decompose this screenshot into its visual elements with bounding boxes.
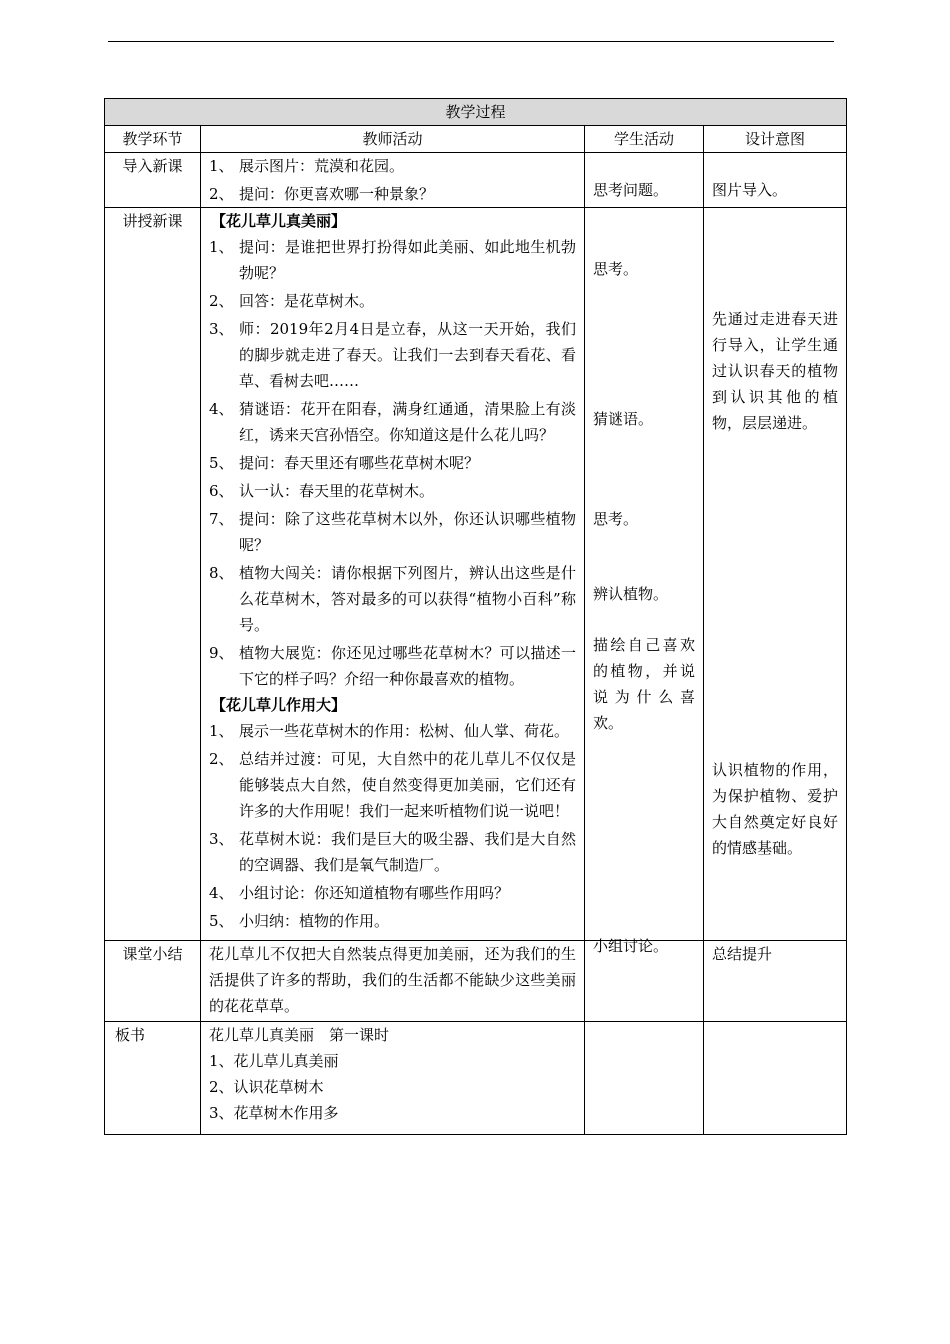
row-summary [105, 941, 847, 1022]
item-text: 花草树木说：我们是巨大的吸尘器、我们是大自然的空调器、我们是氧气制造厂。 [239, 830, 576, 874]
item-text: 提问：是谁把世界打扮得如此美丽、如此地生机勃勃呢？ [239, 238, 576, 282]
item-number: 2、 [209, 292, 234, 310]
item-text: 认一认：春天里的花草树木。 [239, 482, 435, 500]
item-number: 4、 [209, 884, 234, 902]
board-line: 3、花草树木作用多 [209, 1104, 339, 1122]
row-intro [105, 153, 847, 208]
student-teach [585, 208, 704, 955]
student-note: 猜谜语。 [593, 410, 654, 428]
design-teach [704, 208, 847, 941]
list-item [209, 746, 576, 824]
list-item [209, 153, 576, 179]
design-note: 认识植物的作用，为保护植物、爱护大自然奠定好良好的情感基础。 [712, 761, 839, 857]
student-text: 思考问题。 [593, 181, 669, 199]
caption-row [105, 99, 847, 126]
stage-teach: 讲授新课 [105, 208, 201, 941]
list-item [209, 560, 576, 638]
student-intro [585, 153, 704, 208]
list-item [209, 908, 576, 934]
stage-board: 板书 [105, 1022, 201, 1135]
item-number: 3、 [209, 320, 234, 338]
item-number: 7、 [209, 510, 234, 528]
header-rule [108, 41, 834, 42]
item-text: 提问：除了这些花草树木以外，你还认识哪些植物呢？ [239, 510, 576, 554]
board-line: 2、认识花草树木 [209, 1078, 324, 1096]
item-number: 6、 [209, 482, 234, 500]
header-design: 设计意图 [704, 126, 847, 153]
list-item [209, 181, 576, 207]
item-number: 8、 [209, 564, 234, 582]
list-item [209, 234, 576, 286]
item-text: 小归纳：植物的作用。 [239, 912, 390, 930]
item-number: 5、 [209, 454, 234, 472]
design-summary: 总结提升 [704, 941, 847, 1022]
item-number: 9、 [209, 644, 234, 662]
item-text: 植物大展览：你还见过哪些花草树木？可以描述一下它的样子吗？介绍一种你最喜欢的植物。 [239, 644, 576, 688]
list-item [209, 316, 576, 394]
header-row [105, 126, 847, 153]
student-note: 辨认植物。 [593, 585, 669, 603]
header-student: 学生活动 [585, 126, 704, 153]
stage-intro: 导入新课 [105, 153, 201, 208]
item-number: 5、 [209, 912, 234, 930]
stage-summary: 课堂小结 [105, 941, 201, 1022]
item-text: 植物大闯关：请你根据下列图片，辨认出这些是什么花草树木，答对最多的可以获得“植物小百科”称号。 [239, 564, 576, 634]
student-note: 描绘自己喜欢的植物，并说说为什么喜欢。 [593, 636, 695, 732]
design-note: 先通过走进春天进行导入，让学生通过认识春天的植物到认识其他的植物，层层递进。 [712, 310, 839, 432]
item-text: 回答：是花草树木。 [239, 292, 375, 310]
design-intro [704, 153, 847, 208]
item-text: 提问：春天里还有哪些花草树木呢？ [239, 454, 480, 472]
list-item [209, 288, 576, 314]
student-note: 小组讨论。 [593, 937, 669, 955]
item-number: 1、 [209, 722, 234, 740]
board-line: 1、花儿草儿真美丽 [209, 1052, 339, 1070]
item-number: 4、 [209, 400, 234, 418]
list-item [209, 506, 576, 558]
header-teacher: 教师活动 [201, 126, 585, 153]
list-item [209, 718, 576, 744]
design-board [704, 1022, 847, 1135]
table-caption: 教学过程 [105, 99, 847, 126]
item-text: 展示图片：荒漠和花园。 [239, 157, 405, 175]
item-number: 2、 [209, 750, 234, 768]
student-board [585, 1022, 704, 1135]
list-item [209, 826, 576, 878]
board-line: 花儿草儿真美丽 第一课时 [209, 1026, 390, 1044]
lesson-table [104, 98, 847, 1135]
section-heading: 【花儿草儿真美丽】 [211, 212, 347, 230]
student-note: 思考。 [593, 510, 639, 528]
list-item [209, 880, 576, 906]
item-number: 3、 [209, 830, 234, 848]
item-text: 提问：你更喜欢哪一种景象？ [239, 185, 435, 203]
item-number: 1、 [209, 157, 234, 175]
list-item [209, 478, 576, 504]
header-stage: 教学环节 [105, 126, 201, 153]
teacher-intro [201, 153, 585, 208]
design-text: 图片导入。 [712, 181, 788, 199]
teacher-board [201, 1022, 585, 1135]
teacher-teach [201, 208, 585, 941]
item-number: 2、 [209, 185, 234, 203]
section-heading: 【花儿草儿作用大】 [211, 696, 347, 714]
item-text: 猜谜语：花开在阳春，满身红通通，清果脸上有淡红，诱来天宫孙悟空。你知道这是什么花儿吗？ [239, 400, 576, 444]
list-item [209, 396, 576, 448]
row-teach [105, 208, 847, 941]
student-note: 思考。 [593, 260, 639, 278]
list-item [209, 450, 576, 476]
item-text: 总结并过渡：可见，大自然中的花儿草儿不仅仅是能够装点大自然，使自然变得更加美丽，它们还有许多的大作用呢！我们一起来听植物们说一说吧！ [239, 750, 576, 820]
item-text: 小组讨论：你还知道植物有哪些作用吗？ [239, 884, 510, 902]
item-text: 展示一些花草树木的作用：松树、仙人掌、荷花。 [239, 722, 570, 740]
item-number: 1、 [209, 238, 234, 256]
row-board [105, 1022, 847, 1135]
item-text: 师：2019年2月4日是立春，从这一天开始，我们的脚步就走进了春天。让我们一去到春天看花、看草、看树去吧…… [239, 320, 576, 390]
list-item [209, 640, 576, 692]
teacher-summary: 花儿草儿不仅把大自然装点得更加美丽，还为我们的生活提供了许多的帮助，我们的生活都不能缺少这些美丽的花花草草。 [201, 941, 585, 1022]
